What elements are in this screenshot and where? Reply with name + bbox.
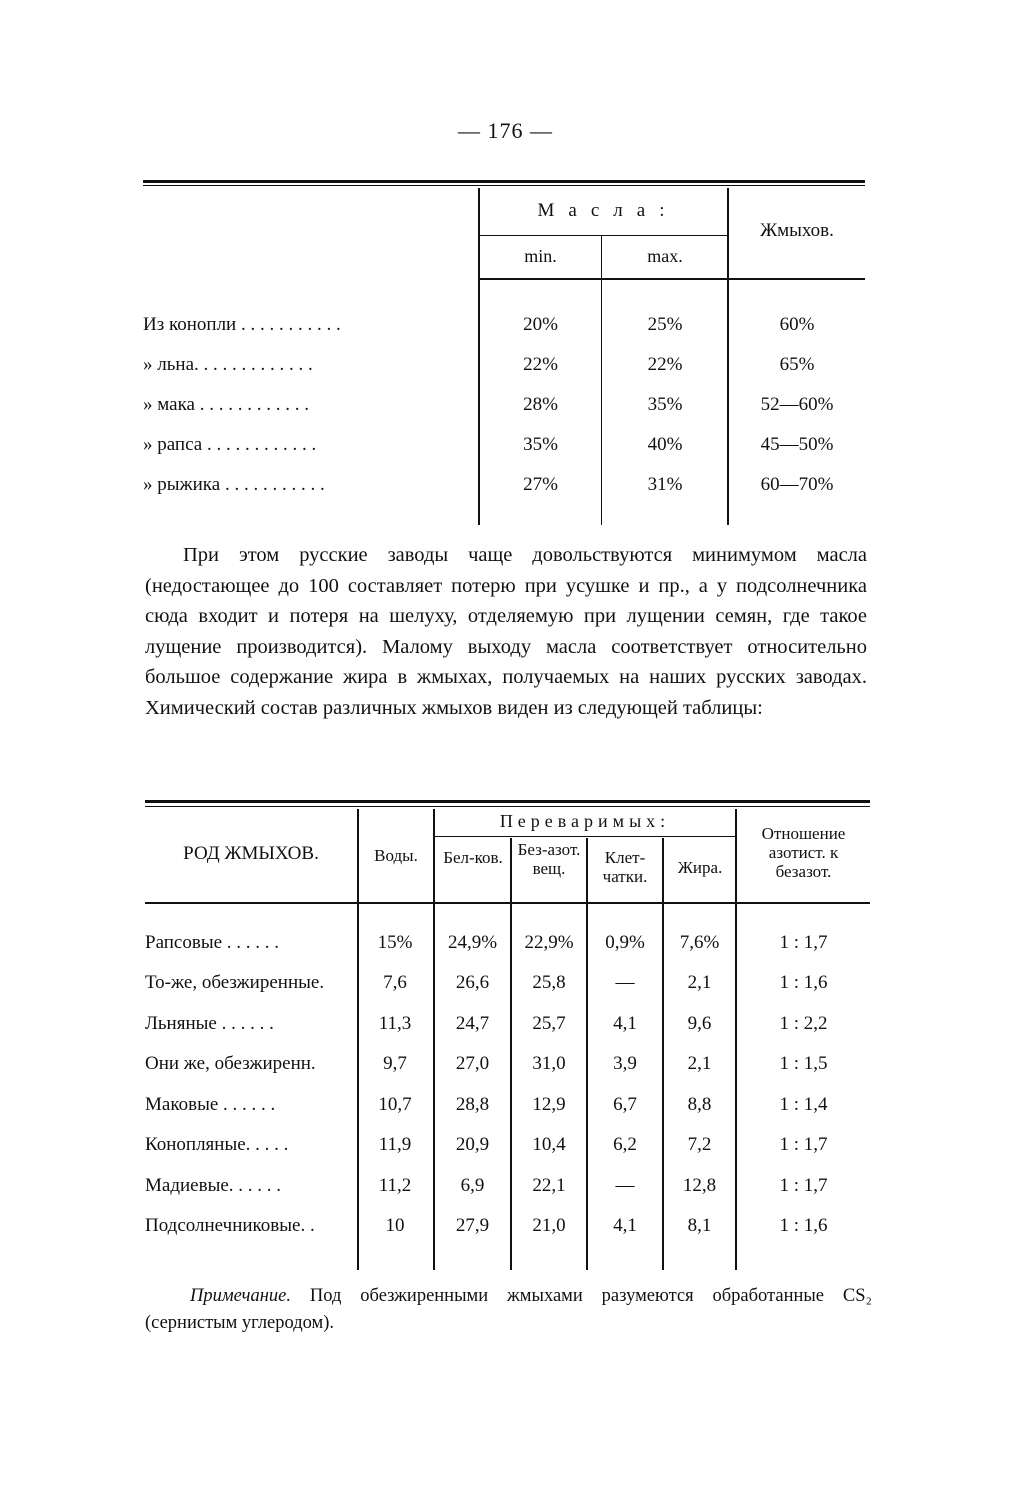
kind-label: Подсолнечниковые. .	[145, 1215, 315, 1236]
cake-value: 65%	[779, 354, 815, 375]
protein-value: 24,9%	[447, 932, 498, 953]
fiber-value: 4,1	[613, 1215, 637, 1236]
fat-header: Жира.	[677, 858, 723, 877]
table-top-rule-thin	[145, 806, 870, 807]
protein-value: 27,9	[455, 1215, 490, 1236]
note-text: Под обезжиренными жмыхами разумеются обработанные CS₂ (сернистым углеродом).	[145, 1286, 873, 1333]
nfe-value: 31,0	[532, 1053, 566, 1074]
row-label: » рыжика . . . . . . . . . . .	[143, 474, 325, 495]
max-value: 35%	[647, 394, 683, 415]
header-divider	[480, 235, 727, 236]
min-value: 35%	[523, 434, 558, 455]
max-value: 40%	[647, 434, 683, 455]
fat-value: 2,1	[687, 1053, 712, 1074]
paragraph-text: При этом русские заводы чаще довольствуются минимумом масла (недостающее до 100 составляет потерю при усушке и пр., а у подсолнечника сюда входит и потеря на шелуху, отделяемую при лущении семян, где такое лущение производится). Малому выходу масла соответствует относительно большое содержание жира в жмыхах, получаемых на наших русских заводах. Химический состав различных жмыхов виден из следующей таблицы:	[145, 544, 867, 719]
ratio-header: Отношение азотист. к безазот.	[761, 824, 846, 881]
oil-group-header: Масла:	[537, 200, 679, 221]
digestible-group-header: Переваримых:	[499, 811, 671, 831]
water-header: Воды.	[374, 846, 418, 865]
protein-value: 26,6	[455, 972, 490, 993]
kind-label: Рапсовые . . . . . .	[145, 932, 280, 953]
kind-header: РОД ЖМЫХОВ.	[183, 843, 319, 864]
fat-value: 12,8	[682, 1175, 717, 1196]
table-top-rule	[143, 180, 865, 183]
footnote	[145, 1283, 872, 1337]
row-label: » льна. . . . . . . . . . . . .	[143, 354, 313, 375]
fiber-value: 6,2	[613, 1134, 637, 1155]
water-value: 10	[385, 1215, 405, 1236]
fiber-value: 4,1	[613, 1013, 637, 1034]
water-value: 11,2	[378, 1175, 412, 1196]
nfe-value: 12,9	[532, 1094, 566, 1115]
nfe-value: 25,8	[532, 972, 566, 993]
nfe-value: 21,0	[532, 1215, 566, 1236]
kind-label: Мадиевые. . . . . .	[145, 1175, 282, 1196]
column-divider	[357, 809, 359, 1270]
fiber-value: 6,7	[613, 1094, 637, 1115]
column-divider	[433, 809, 435, 1270]
protein-value: 6,9	[460, 1175, 485, 1196]
ratio-value: 1 : 1,7	[779, 932, 828, 953]
body-paragraph	[145, 540, 867, 723]
fat-value: 8,1	[687, 1215, 712, 1236]
kind-label: Они же, обезжиренн.	[145, 1053, 316, 1074]
fiber-header: Клет-чатки.	[602, 848, 648, 886]
ratio-value: 1 : 1,6	[779, 1215, 828, 1236]
cake-header: Жмыхов.	[760, 220, 834, 241]
fiber-value: —	[615, 1175, 635, 1196]
protein-value: 28,8	[455, 1094, 490, 1115]
water-value: 7,6	[383, 972, 407, 993]
fat-value: 8,8	[687, 1094, 712, 1115]
protein-value: 24,7	[455, 1013, 490, 1034]
nfe-value: 10,4	[532, 1134, 566, 1155]
nfe-value: 22,9%	[524, 932, 574, 953]
header-bottom-rule	[145, 902, 870, 904]
nfe-value: 22,1	[532, 1175, 566, 1196]
header-divider	[435, 836, 735, 837]
min-value: 28%	[523, 394, 558, 415]
header-bottom-rule	[480, 278, 865, 280]
cake-value: 60%	[779, 314, 815, 335]
kind-label: То-же, обезжиренные.	[145, 972, 325, 993]
fiber-value: —	[615, 972, 635, 993]
cake-value: 45—50%	[760, 434, 834, 455]
oil-yield-table	[143, 180, 865, 525]
water-value: 10,7	[378, 1094, 412, 1115]
cake-value: 52—60%	[760, 394, 834, 415]
water-value: 11,3	[378, 1013, 412, 1034]
ratio-value: 1 : 1,5	[779, 1053, 828, 1074]
fat-value: 7,6%	[679, 932, 720, 953]
kind-label: Маковые . . . . . .	[145, 1094, 276, 1115]
fat-value: 9,6	[687, 1013, 712, 1034]
fat-value: 7,2	[687, 1134, 712, 1155]
cake-composition-table	[145, 800, 870, 1270]
protein-header: Бел-ков.	[443, 848, 503, 867]
table-top-rule	[145, 800, 870, 803]
nfe-header: Без-азот. вещ.	[517, 840, 581, 878]
water-value: 9,7	[383, 1053, 407, 1074]
min-value: 27%	[523, 474, 558, 495]
table-top-rule-thin	[143, 185, 865, 186]
min-value: 22%	[523, 354, 558, 375]
row-label: Из конопли . . . . . . . . . . .	[143, 314, 341, 335]
protein-value: 27,0	[455, 1053, 490, 1074]
fat-value: 2,1	[687, 972, 712, 993]
nfe-value: 25,7	[532, 1013, 566, 1034]
row-label: » мака . . . . . . . . . . . .	[143, 394, 309, 415]
ratio-value: 1 : 1,4	[779, 1094, 828, 1115]
kind-label: Конопляные. . . . .	[145, 1134, 289, 1155]
water-value: 11,9	[378, 1134, 412, 1155]
ratio-value: 1 : 1,7	[779, 1134, 828, 1155]
kind-label: Льняные . . . . . .	[145, 1013, 274, 1034]
max-header: max.	[647, 246, 683, 266]
fiber-value: 3,9	[613, 1053, 637, 1074]
page-number: — 176 —	[458, 118, 553, 143]
max-value: 31%	[647, 474, 683, 495]
ratio-value: 1 : 2,2	[779, 1013, 828, 1034]
max-value: 22%	[647, 354, 683, 375]
note-label: Примечание.	[190, 1286, 291, 1306]
fiber-value: 0,9%	[605, 932, 645, 953]
min-header: min.	[524, 246, 557, 266]
water-value: 15%	[377, 932, 413, 953]
row-label: » рапса . . . . . . . . . . . .	[143, 434, 317, 455]
cake-value: 60—70%	[760, 474, 834, 495]
protein-value: 20,9	[455, 1134, 490, 1155]
ratio-value: 1 : 1,6	[779, 972, 828, 993]
min-value: 20%	[523, 314, 558, 335]
ratio-value: 1 : 1,7	[779, 1175, 828, 1196]
column-divider	[735, 809, 737, 1270]
max-value: 25%	[647, 314, 683, 335]
